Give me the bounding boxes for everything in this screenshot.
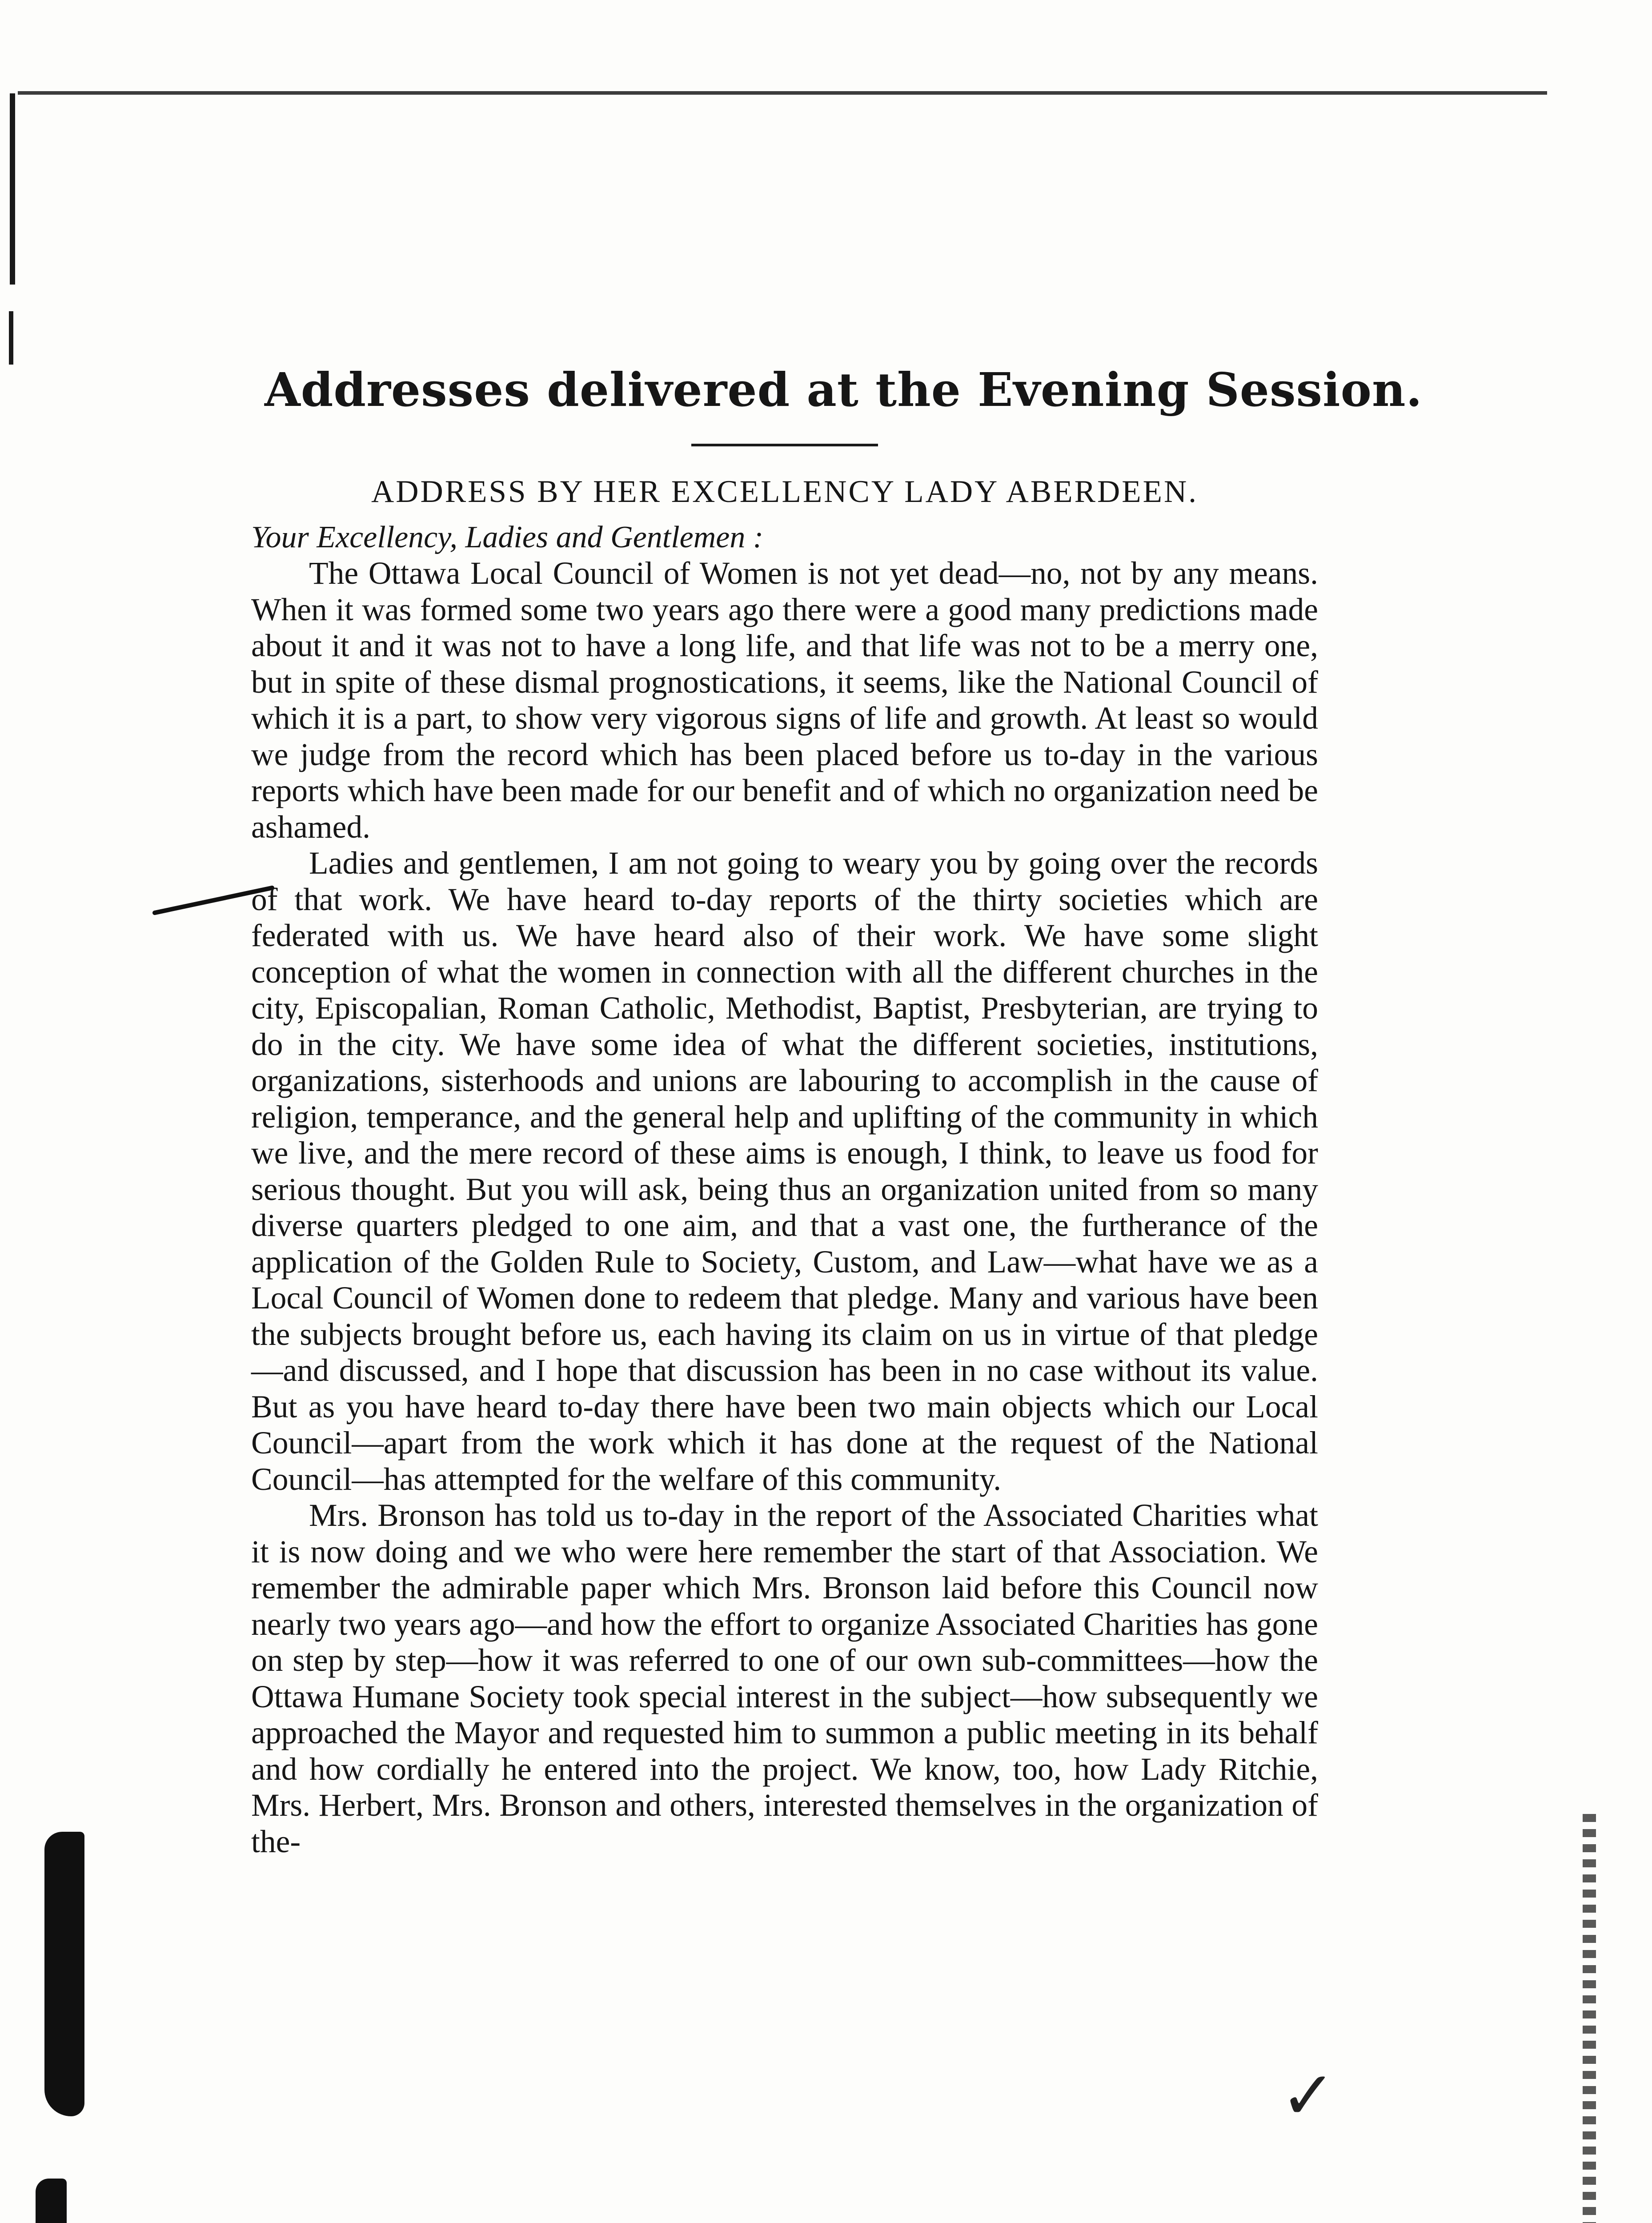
paragraph-2: Ladies and gentlemen, I am not going to weary you by going over the records of that work. We have heard to-day reports of the thirty societies which are federated with us. We have heard also of their work. We have some slight conception of what the women in connection with all the different churches in the city, Episcopalian, Roman Catholic, Methodist, Baptist, Presbyterian, are trying to do in the city. We have some idea of what the different societies, institutions, organizations, sisterhoods and unions are labouring to accomplish in the cause of religion, temperance, and the general help and uplifting of the community in which we live, and the mere record of these aims is enough, I think, to leave us food for serious thought. But you will ask, being thus an organization united from so many diverse quarters pledged to one aim, and that a vast one, the furtherance of the application of the Golden Rule to Society, Custom, and Law—what have we as a Local Council of Women done to redeem that pledge. Many and various have been the subjects brought before us, each having its claim on us in virtue of that pledge—and discussed, and I hope that discussion has been in no case without its value. But as you have heard to-day there have been two main objects which our Local Council—apart from the work which it has done at the request of the National Council—has attempted for the welfare of this community. bbox=[251, 846, 1318, 1497]
title-divider bbox=[691, 444, 878, 446]
article bbox=[251, 362, 1423, 1860]
scan-edge-left-mark bbox=[9, 311, 13, 365]
paragraph-1: The Ottawa Local Council of Women is not yet dead—no, not by any means. When it was formed some two years ago there were a good many predictions made about it and it was not to have a long life, and that life was not to be a merry one, but in spite of these dismal prognostications, it seems, like the National Council of which it is a part, to show very vigorous signs of life and growth. At least so would we judge from the record which has been placed before us to-day in the various reports which have been made for our benefit and of which no organization need be ashamed. bbox=[251, 556, 1318, 845]
page-title: Addresses delivered at the Evening Session. bbox=[265, 362, 1423, 417]
address-title: ADDRESS BY HER EXCELLENCY LADY ABERDEEN. bbox=[371, 474, 1199, 510]
scan-edge-left bbox=[10, 93, 15, 285]
scan-edge-top bbox=[18, 91, 1547, 95]
handwritten-check-icon: ✓ bbox=[1280, 2059, 1336, 2133]
scan-edge-right bbox=[1583, 1814, 1596, 2223]
binding-shadow bbox=[44, 1832, 84, 2116]
salutation: Your Excellency, Ladies and Gentlemen : bbox=[251, 520, 764, 555]
paragraph-3: Mrs. Bronson has told us to-day in the report of the Associated Charities what it is now doing and we who were here remember the start of that Association. We remember the admirable paper which Mrs. Bronson laid before this Council now nearly two years ago—and how the effort to organize Associated Charities has gone on step by step—how it was referred to one of our own sub-committees—how the Ottawa Humane Society took special interest in the subject—how subsequently we approached the Mayor and requested him to summon a public meeting in its behalf and how cordially he entered into the project. We know, too, how Lady Ritchie, Mrs. Herbert, Mrs. Bronson and others, interested themselves in the organization of the- bbox=[251, 1498, 1318, 1859]
binding-shadow-lower bbox=[36, 2179, 67, 2223]
